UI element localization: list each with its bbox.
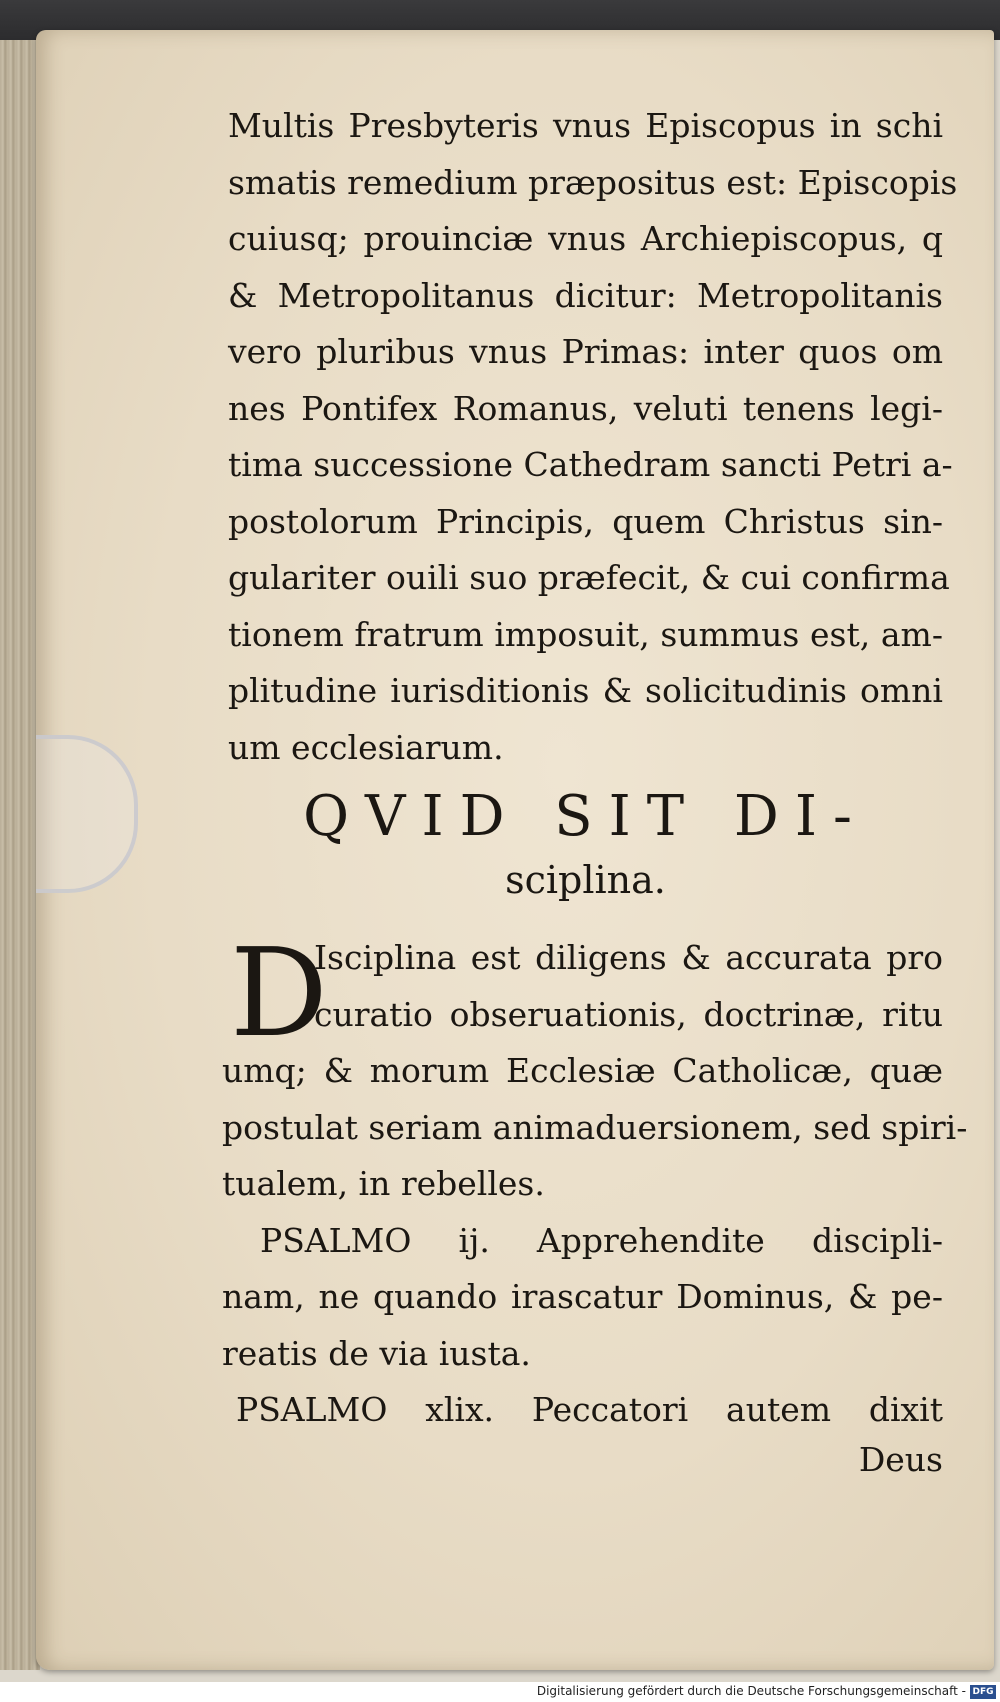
- text-line: PSALMO ij. Apprehendite discipli-: [260, 1220, 943, 1260]
- text-line: tualem, in rebelles.: [222, 1164, 545, 1203]
- text-line: nam, ne quando irascatur Dominus, & pe-: [222, 1277, 943, 1316]
- section-heading: [228, 782, 943, 908]
- paragraph-disciplina: [222, 922, 968, 1439]
- digitization-footer: [0, 1682, 1000, 1702]
- text-line: tionem fratrum imposuit, summus est, am-: [228, 614, 943, 654]
- dfg-logo: DFG: [970, 1685, 996, 1699]
- heading-line-2: sciplina.: [505, 858, 666, 902]
- text-line: smatis remedium præpositus est: Episcopis: [228, 162, 958, 202]
- text-line: Isciplina est diligens & accurata pro: [314, 938, 943, 977]
- footer-credit-text: Digitalisierung gefördert durch die Deutsche Forschungsgemeinschaft -: [536, 1684, 966, 1698]
- text-line: vero pluribus vnus Primas: inter quos om: [228, 332, 943, 371]
- text-line: curatio obseruationis, doctrinæ, ritu: [314, 994, 943, 1034]
- text-line: Multis Presbyteris vnus Episcopus in schi: [228, 106, 943, 145]
- text-line: um ecclesiarum.: [228, 727, 504, 767]
- book-page-edges: [0, 40, 40, 1670]
- text-line: plitudine iurisditionis & solicitudinis omni: [228, 671, 943, 710]
- heading-line-1: QVID SIT DI-: [303, 784, 868, 849]
- drop-cap: D: [230, 922, 328, 1064]
- text-line: gulariter ouili suo præfecit, & cui confirma: [228, 558, 950, 597]
- page-clip: [36, 735, 138, 893]
- text-line: tima successione Cathedram sancti Petri a-: [228, 445, 953, 484]
- text-line: reatis de via iusta.: [222, 1333, 531, 1373]
- text-line: & Metropolitanus dicitur: Metropolitanis: [228, 275, 943, 315]
- text-line: PSALMO xlix. Peccatori autem dixit: [236, 1390, 943, 1429]
- paragraph-episcopus: [228, 98, 958, 776]
- text-line: postulat seriam animaduersionem, sed spiri-: [222, 1107, 968, 1147]
- catchword: Deus: [858, 1440, 943, 1479]
- text-line: cuiusq; prouinciæ vnus Archiepiscopus, q: [228, 219, 943, 258]
- text-line: umq; & morum Ecclesiæ Catholicæ, quæ: [222, 1051, 943, 1090]
- text-line: nes Pontifex Romanus, veluti tenens legi-: [228, 388, 943, 428]
- text-line: postolorum Principis, quem Christus sin-: [228, 501, 943, 541]
